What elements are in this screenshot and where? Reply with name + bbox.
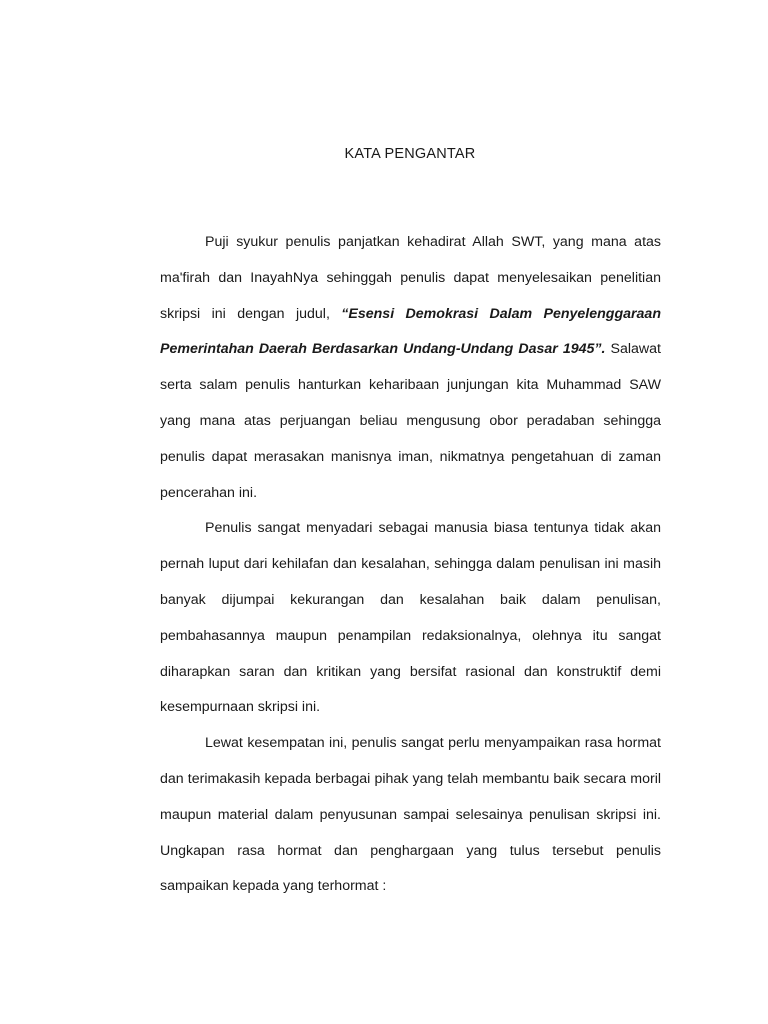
document-body (160, 225, 661, 905)
paragraph-3: Lewat kesempatan ini, penulis sangat perlu menyampaikan rasa hormat dan terimakasih kepada berbagai pihak yang telah membantu baik secara moril maupun material dalam penyusunan sampai selesainya penulisan skripsi ini. Ungkapan rasa hormat dan penghargaan yang tulus tersebut penulis sampaikan kepada yang terhormat : (160, 735, 661, 895)
paragraph-2: Penulis sangat menyadari sebagai manusia biasa tentunya tidak akan pernah luput dari kehilafan dan kesalahan, sehingga dalam penulisan ini masih banyak dijumpai kekurangan dan kesalahan baik dalam penulisan, pembahasannya maupun penampilan redaksionalnya, olehnya itu sangat diharapkan saran dan kritikan yang bersifat rasional dan konstruktif demi kesempurnaan skripsi ini. (160, 520, 661, 716)
paragraph-1 (160, 225, 661, 511)
paragraph-1-intro: Puji syukur penulis panjatkan kehadirat Allah SWT, yang mana atas ma'firah dan InayahNya sehinggah penulis dapat menyelesaikan penelitian skripsi ini dengan judul, (160, 234, 661, 322)
paragraph-1-rest: Salawat serta salam penulis hanturkan keharibaan junjungan kita Muhammad SAW yang mana atas perjuangan beliau mengusung obor peradaban sehingga penulis dapat merasakan manisnya iman, nikmatnya pengetahuan di zaman pencerahan ini. (160, 341, 662, 501)
thesis-title: “Esensi Demokrasi Dalam Penyelenggaraan Pemerintahan Daerah Berdasarkan Undang-Undang Dasar 1945”. (160, 305, 661, 358)
page-title: KATA PENGANTAR (344, 146, 476, 162)
